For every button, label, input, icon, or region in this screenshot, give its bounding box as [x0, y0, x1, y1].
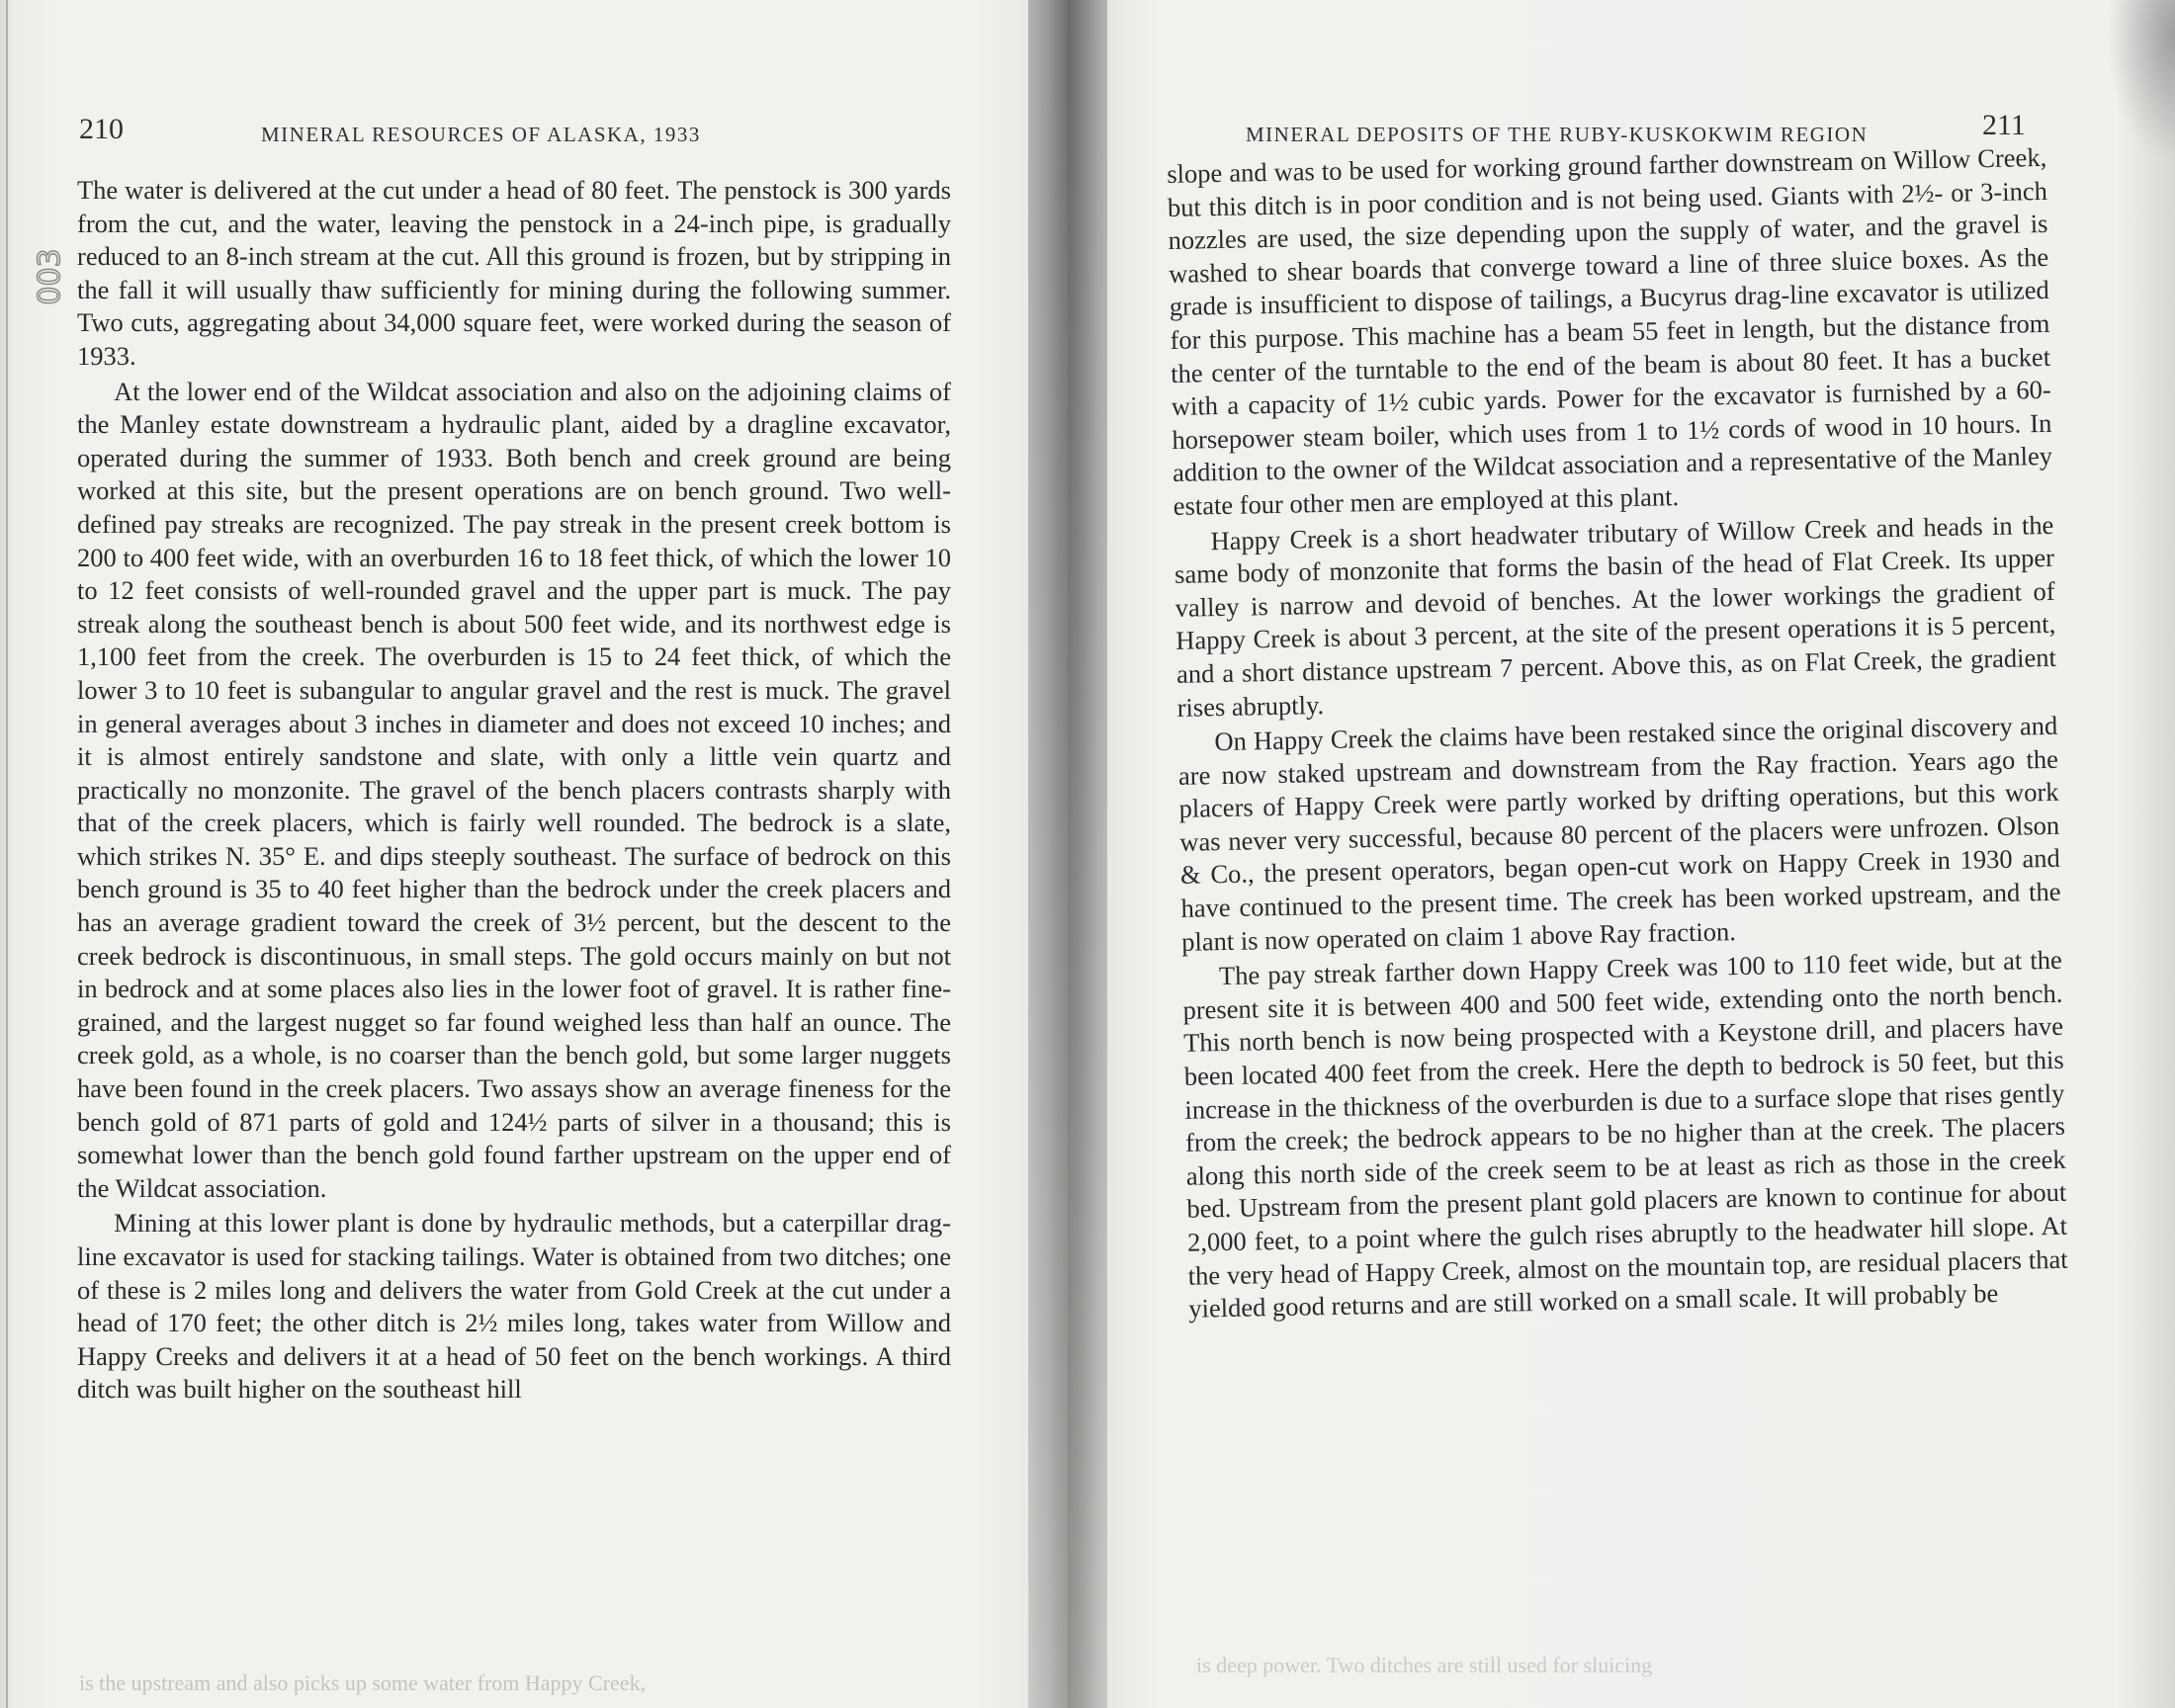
right-paragraph-4: The pay streak farther down Happy Creek was 100 to 110 feet wide, but at the present site it is between 400 and 500 feet wide, extending onto the north bench. This north bench is now being prospected with a Keystone drill, and placers have been located 400 feet from the creek. Here the depth to bedrock is 50 feet, but this increase in the thickness of the overburden is due to a surface slope that rises gently from the creek; the bedrock appears to be no higher than at the creek. The placers along this north side of the creek seem to be at least as rich as those in the creek bed. Upstream from the present plant gold placers are known to continue for about 2,000 feet, to a point where the gulch rises abruptly to the headwater hill slope. At the very head of Happy Creek, almost on the mountain top, are residual placers that yielded good returns and are still worked on a small scale. It will probably be: [1182, 945, 2068, 1324]
left-bleed-through-text: is the upstream and also picks up some water from Happy Creek,: [79, 1670, 647, 1695]
left-page: [0, 0, 1068, 1708]
right-page-body: [1167, 141, 2069, 1328]
left-running-head: MINERAL RESOURCES OF ALASKA, 1933: [261, 123, 701, 146]
margin-stamp-text: 003: [33, 248, 67, 305]
right-page-number: 211: [1982, 109, 2026, 141]
scan-edge-noise: [2096, 0, 2175, 178]
page-edge-line: [6, 0, 8, 1708]
right-paragraph-2: Happy Creek is a short headwater tributary of Willow Creek and heads in the same body of monzonite that forms the basin of the head of Flat Creek. Its upper valley is narrow and devoid of benches. At the lower workings the gradient of Happy Creek is about 3 percent, at the site of the present operations it is 5 percent, and a short distance upstream 7 percent. Above this, as on Flat Creek, the gradient rises abruptly.: [1174, 509, 2057, 723]
left-paragraph-3: Mining at this lower plant is done by hydraulic methods, but a caterpillar drag-line excavator is used for stacking tailings. Water is obtained from two ditches; one of these is 2 miles long and delivers the water from Gold Creek at the cut under a head of 170 feet; the other ditch is 2½ miles long, takes water from Willow and Happy Creeks and delivers it at a head of 50 feet on the bench workings. A third ditch was built higher on the southeast hill: [77, 1208, 951, 1405]
right-paragraph-1: slope and was to be used for working ground farther downstream on Willow Creek, but this ditch is in poor condition and is not being used. Giants with 2½- or 3-inch nozzles are used, the size depending upon the supply of water, and the gravel is washed to shear boards that converge toward a line of three sluice boxes. As the grade is insufficient to dispose of tailings, a Bucyrus drag-line excavator is utilized for this purpose. This machine has a beam 55 feet in length, but the distance from the center of the turntable to the end of the beam is about 80 feet. It has a bucket with a capacity of 1½ cubic yards. Power for the excavator is furnished by a 60-horsepower steam boiler, which uses from 1 to 1½ cords of wood in 10 hours. In addition to the owner of the Wildcat association and a representative of the Manley estate four other men are employed at this plant.: [1167, 141, 2053, 521]
book-gutter-shadow: [1028, 0, 1107, 1708]
right-running-head: MINERAL DEPOSITS OF THE RUBY-KUSKOKWIM REGION: [1246, 123, 1869, 146]
left-page-body: [77, 174, 951, 1409]
right-paragraph-3: On Happy Creek the claims have been restaked since the original discovery and are now staked upstream and downstream from the Ray fraction. Years ago the placers of Happy Creek were partly worked by drifting operations, but this work was never very successful, because 80 percent of the placers were unfrozen. Olson & Co., the present operators, began open-cut work on Happy Creek in 1930 and have continued to the present time. The creek has been worked upstream, and the plant is now operated on claim 1 above Ray fraction.: [1177, 710, 2061, 957]
margin-stamp: [33, 168, 79, 336]
right-bleed-through-text: is deep power. Two ditches are still used for sluicing: [1196, 1653, 1653, 1677]
left-paragraph-1: The water is delivered at the cut under a head of 80 feet. The penstock is 300 yards from the cut, and the water, leaving the penstock in a 24-inch pipe, is gradually reduced to an 8-inch stream at the cut. All this ground is frozen, but by stripping in the fall it will usually thaw sufficiently for mining during the following summer. Two cuts, aggregating about 34,000 square feet, were worked during the season of 1933.: [77, 175, 951, 371]
left-page-number: 210: [79, 113, 124, 145]
right-page: [1068, 0, 2175, 1708]
left-paragraph-2: At the lower end of the Wildcat association and also on the adjoining claims of the Manley estate downstream a hydraulic plant, aided by a dragline excavator, operated during the summer of 1933. Both bench and creek ground are being worked at this site, but the present operations are on bench ground. Two well-defined pay streaks are recognized. The pay streak in the present creek bottom is 200 to 400 feet wide, with an overburden 16 to 18 feet thick, of which the lower 10 to 12 feet consists of well-rounded gravel and the upper part is muck. The pay streak along the southeast bench is about 500 feet wide, and its northwest edge is 1,100 feet from the creek. The overburden is 15 to 24 feet thick, of which the lower 3 to 10 feet is subangular to angular gravel and the rest is muck. The gravel in general averages about 3 inches in diameter and does not exceed 10 inches; and it is almost entirely sandstone and slate, with only a little vein quartz and practically no monzonite. The gravel of the bench placers contrasts sharply with that of the creek placers, which is fairly well rounded. The bedrock is a slate, which strikes N. 35° E. and dips steeply southeast. The surface of bedrock on this bench ground is 35 to 40 feet higher than the bedrock under the creek placers and has an average gradient toward the creek of 3½ percent, but the descent to the creek bedrock is discontinuous, in small steps. The gold occurs mainly on but not in bedrock and at some places also lies in the lower foot of gravel. It is rather fine-grained, and the largest nugget so far found weighed less than half an ounce. The creek gold, as a whole, is no coarser than the bench gold, but some larger nuggets have been found in the creek placers. Two assays show an average fineness for the bench gold of 871 parts of gold and 124½ parts of silver in a thousand; this is somewhat lower than the bench gold found farther upstream on the upper end of the Wildcat association.: [77, 376, 951, 1203]
left-page-header: [73, 115, 775, 154]
